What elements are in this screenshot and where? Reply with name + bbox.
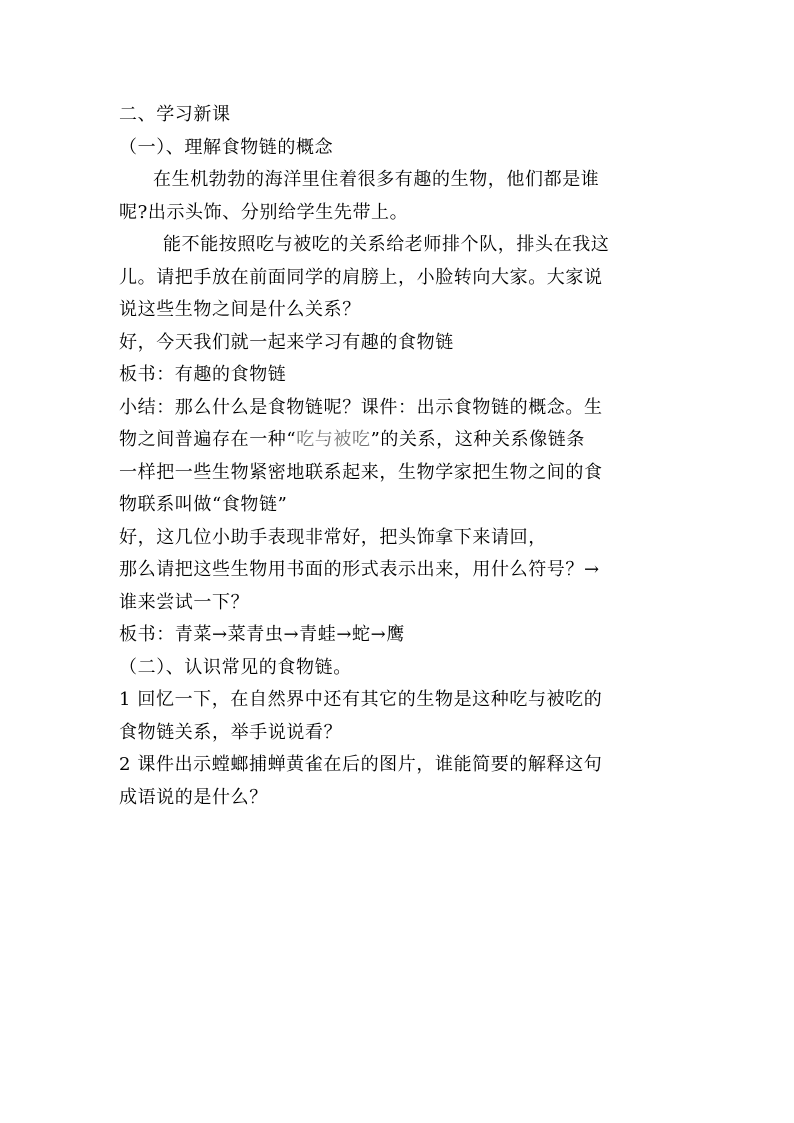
- summary-line-2-end: ”的关系，这种关系像链条: [370, 429, 586, 450]
- summary-line-1: 小结：那么什么是食物链呢？课件：出示食物链的概念。生: [119, 396, 603, 418]
- board-note-2: 板书：青菜→菜青虫→青蛙→蛇→鹰: [119, 624, 405, 645]
- document-page: [119, 99, 679, 814]
- paragraph-2-line-3: 说这些生物之间是什么关系？: [119, 299, 361, 320]
- paragraph-4: 好，这几位小助手表现非常好，把头饰拿下来请回，: [119, 526, 547, 548]
- list-item-1-line-1: 1 回忆一下，在自然界中还有其它的生物是这种吃与被吃的: [119, 689, 603, 710]
- paragraph-2-line-1: 能不能按照吃与被吃的关系给老师排个队，排头在我这: [163, 234, 610, 255]
- summary-line-4: 物联系叫做“食物链”: [119, 494, 288, 515]
- subsection-heading-1: （一）、理解食物链的概念: [119, 136, 334, 158]
- highlighted-phrase: 吃与被吃: [296, 429, 371, 450]
- summary-line-2-start: 物之间普遍存在一种“: [119, 429, 297, 450]
- board-note-1: 板书：有趣的食物链: [119, 364, 287, 385]
- list-item-2-line-1: 2 课件出示螳螂捕蝉黄雀在后的图片，谁能简要的解释这句: [119, 754, 603, 775]
- subsection-heading-2: （二）、认识常见的食物链。: [119, 656, 352, 678]
- summary-line-3: 一样把一些生物紧密地联系起来，生物学家把生物之间的食: [119, 461, 603, 483]
- summary-line-2: [119, 424, 679, 457]
- paragraph-2-line-2: 儿。请把手放在前面同学的肩膀上，小脸转向大家。大家说: [119, 266, 603, 288]
- paragraph-3: 好，今天我们就一起来学习有趣的食物链: [119, 331, 454, 353]
- paragraph-5-line-2: 谁来尝试一下？: [119, 591, 250, 613]
- paragraph-5-line-1: 那么请把这些生物用书面的形式表示出来，用什么符号？→: [119, 559, 600, 580]
- list-item-2-line-2: 成语说的是什么？: [119, 786, 268, 808]
- paragraph-1-line-2: 呢?出示头饰、分别给学生先带上。: [119, 201, 409, 223]
- paragraph-1-line-1: 在生机勃勃的海洋里住着很多有趣的生物，他们都是谁: [153, 169, 600, 190]
- section-heading: 二、学习新课: [119, 104, 231, 125]
- list-item-1-line-2: 食物链关系，举手说说看？: [119, 721, 343, 743]
